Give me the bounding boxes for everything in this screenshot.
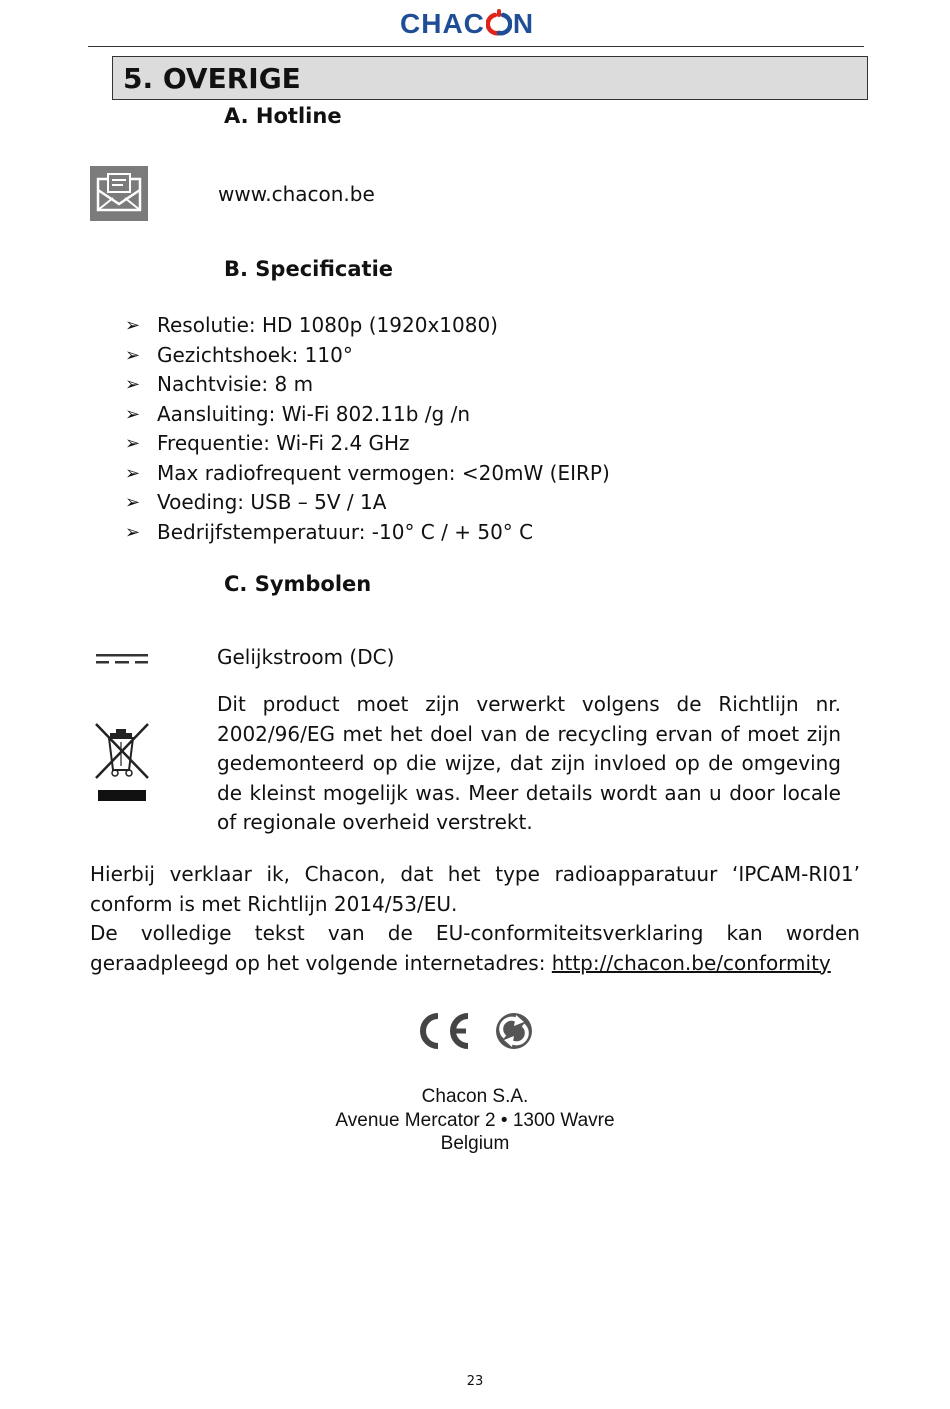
ce-mark-icon bbox=[416, 1011, 472, 1051]
section-title: 5. OVERIGE bbox=[112, 56, 868, 100]
specification-list bbox=[125, 311, 610, 547]
direct-current-icon bbox=[96, 651, 148, 665]
arrow-bullet-icon: ➢ bbox=[125, 403, 141, 425]
hotline-url: www.chacon.be bbox=[218, 182, 375, 206]
header-divider bbox=[88, 46, 864, 47]
logo-text-prefix: CHAC bbox=[400, 8, 485, 39]
arrow-bullet-icon: ➢ bbox=[125, 374, 141, 395]
specification-heading: B. Specificatie bbox=[224, 257, 394, 281]
company-street: Avenue Mercator 2 • 1300 Wavre bbox=[335, 1109, 615, 1131]
page-number: 23 bbox=[466, 1374, 484, 1389]
spec-item: ➢ Resolutie: HD 1080p (1920x1080) bbox=[125, 311, 610, 341]
green-dot-recycle-icon bbox=[494, 1010, 534, 1052]
arrow-bullet-icon: ➢ bbox=[125, 315, 141, 336]
crossed-bin-icon bbox=[92, 720, 152, 804]
arrow-bullet-icon: ➢ bbox=[125, 521, 141, 543]
conformity-link[interactable]: http://chacon.be/conformity bbox=[551, 950, 831, 975]
spec-item: ➢ Gezichtshoek: 110° bbox=[125, 341, 610, 371]
symbols-heading: C. Symbolen bbox=[224, 572, 372, 596]
spec-item: ➢ Aansluiting: Wi-Fi 802.11b /g /n bbox=[125, 400, 610, 430]
spec-item: ➢ Voeding: USB – 5V / 1A bbox=[125, 488, 610, 518]
arrow-bullet-icon: ➢ bbox=[125, 433, 141, 454]
arrow-bullet-icon: ➢ bbox=[125, 344, 141, 366]
spec-item: ➢ Frequentie: Wi-Fi 2.4 GHz bbox=[125, 429, 610, 459]
logo-text-suffix: N bbox=[512, 8, 535, 39]
company-address bbox=[275, 1085, 675, 1156]
arrow-bullet-icon: ➢ bbox=[125, 462, 141, 484]
spec-item: ➢ Bedrijfstemperatuur: -10° C / + 50° C bbox=[125, 518, 610, 548]
declaration-paragraph: De volledige tekst van de EU-conformiteitsverklaring kan worden geraadpleegd op het volgende internetadres: http://chacon.be/conformity bbox=[90, 921, 860, 975]
arrow-bullet-icon: ➢ bbox=[125, 492, 141, 513]
declaration-paragraph: Hierbij verklaar ik, Chacon, dat het type radioapparatuur ‘IPCAM-RI01’ conform is met Richtlijn 2014/53/EU. bbox=[90, 862, 860, 916]
chacon-logo bbox=[400, 6, 552, 42]
spec-item: ➢ Nachtvisie: 8 m bbox=[125, 370, 610, 400]
spec-item: ➢ Max radiofrequent vermogen: <20mW (EIRP) bbox=[125, 459, 610, 489]
company-country: Belgium bbox=[440, 1133, 510, 1154]
dc-description: Gelijkstroom (DC) bbox=[217, 645, 395, 669]
hotline-heading: A. Hotline bbox=[224, 104, 342, 128]
company-name: Chacon S.A. bbox=[421, 1086, 529, 1107]
weee-description: Dit product moet zijn verwerkt volgens de Richtlijn nr. 2002/96/EG met het doel van de recycling ervan of moet zijn gedemonteerd op die wijze, dat zijn invloed op de omgeving de kleinst mogelijk was. Meer details wordt aan u door locale of regionale overheid verstrekt. bbox=[217, 692, 841, 834]
envelope-icon bbox=[90, 166, 148, 221]
conformity-declaration bbox=[90, 860, 860, 978]
logo-o-mark-icon bbox=[486, 8, 512, 38]
